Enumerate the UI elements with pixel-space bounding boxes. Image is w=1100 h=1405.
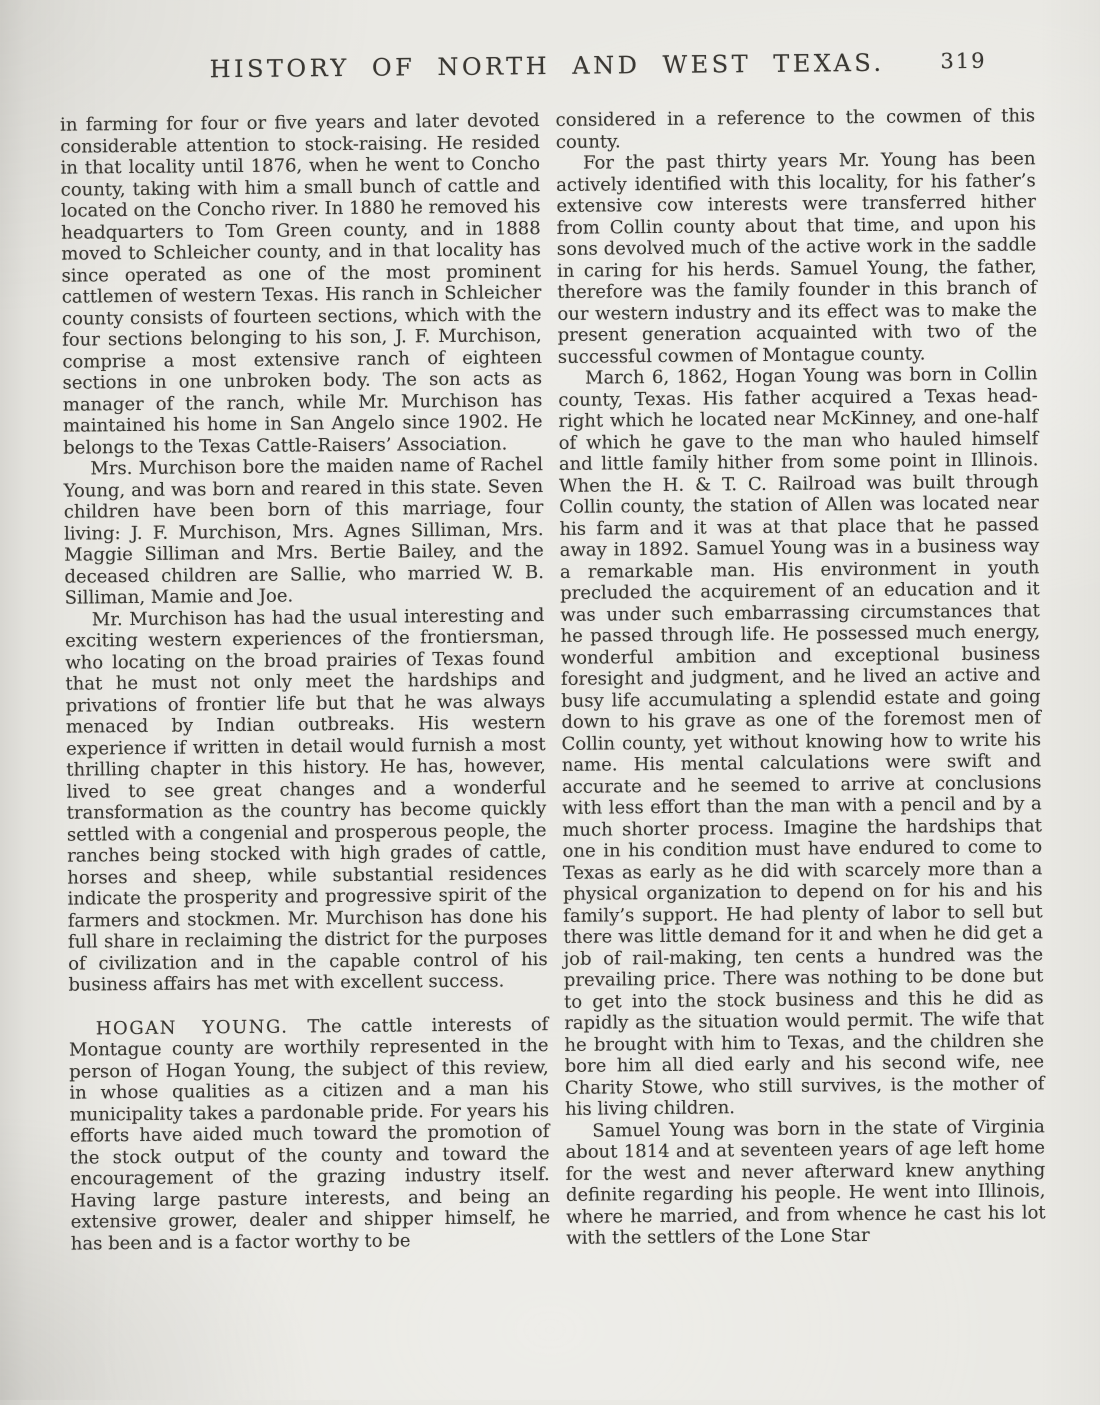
page-content-area — [59, 0, 1046, 1255]
running-title: HISTORY OF NORTH AND WEST TEXAS. — [59, 47, 1034, 84]
page-header — [59, 47, 1034, 90]
left-paragraph-family: Mrs. Murchison bore the maiden name of Rachel Young, and was born and reared in this state. Seven children have been born of this marriage, four living: J. F. Murchison, Mrs. Agnes Silliman, Mrs. Maggie Silliman and Mrs. Bertie Bailey, and the deceased children are Sallie, who married W. B. Silliman, Mamie and Joe. — [63, 454, 544, 609]
page-number: 319 — [940, 49, 986, 73]
left-column — [60, 110, 550, 1255]
two-column-text-block — [60, 105, 1046, 1254]
entry-heading-hogan-young: HOGAN YOUNG. — [96, 1016, 289, 1039]
left-paragraph-frontier: Mr. Murchison has had the usual interesting and exciting western experiences of the frontiersman, who locating on the broad prairies of Texas found that he must not only meet the hardships and privations of frontier life but that he was always menaced by Indian outbreaks. His western experience if written in detail would furnish a most thrilling chapter in this history. He has, however, lived to see great changes and a wonderful transformation as the country has become quickly settled with a congenial and prosperous people, the ranches being stocked with high grades of cattle, horses and sheep, while substantial residences indicate the prosperity and progressive spirit of the farmers and stockmen. Mr. Murchison has done his full share in reclaiming the district for the purposes of civilization and in the capable control of his business affairs has met with excellent success. — [65, 605, 548, 997]
left-paragraph-continuation: in farming for four or five years and later devoted considerable attention to stock-raising. He resided in that locality until 1876, when he went to Concho county, taking with him a small bunch of cattle and located on the Concho river. In 1880 he removed his headquarters to Tom Green county, and in 1888 moved to Schleicher county, and in that locality has since operated as one of the most prominent cattlemen of western Texas. His ranch in Schleicher county consists of fourteen sections, which with the four sections belonging to his son, J. F. Murchison, comprise a most extensive ranch of eighteen sections in one unbroken body. The son acts as manager of the ranch, while Mr. Murchison has maintained his home in San Angelo since 1902. He belongs to the Texas Cattle-Raisers’ Association. — [60, 110, 543, 459]
left-paragraph-hogan-young-entry — [69, 1014, 551, 1255]
right-paragraph-samuel-young-origin: Samuel Young was born in the state of Virginia about 1814 and at seventeen years of age left home for the west and never afterward knew anything definite regarding his people. He went into Illinois, where he married, and from whence he cast his lot with the settlers of the Lone Star — [565, 1116, 1046, 1250]
right-paragraph-birth-and-father: March 6, 1862, Hogan Young was born in Collin county, Texas. His father acquired a Texas head-right which he located near McKinney, and one-half of which he gave to the man who hauled himself and little family hither from some point in Illinois. When the H. & T. C. Railroad was built through Collin county, the station of Allen was located near his farm and it was at that place that he passed away in 1892. Samuel Young was in a business way a remarkable man. His environment in youth precluded the acquirement of an education and it was under such embarrassing circumstances that he passed through life. He possessed much energy, wonderful ambition and exceptional business foresight and judgment, and he lived an active and busy life accumulating a splendid estate and going down to his grave as one of the foremost men of Collin county, yet without knowing how to write his name. His mental calculations were swift and accurate and he seemed to arrive at conclusions with less effort than the man with a pencil and by a much shorter process. Imagine the hardships that one in his condition must have endured to come to Texas as early as he did with scarcely more than a physical organization to depend on for his and his family’s support. He had plenty of labor to sell but there was little demand for it and when he did get a job of rail-making, ten cents a hundred was the prevailing price. There was nothing to be done but to get into the stock business and this he did as rapidly as the situation would permit. The wife that he brought with him to Texas, and the children she bore him all died early and his second wife, nee Charity Stowe, who still survives, is the mother of his living children. — [558, 363, 1045, 1120]
right-paragraph-thirty-years: For the past thirty years Mr. Young has been actively identified with this locality, for his father’s extensive cow interests were transferred hither from Collin county about that time, and upon his sons devolved much of the active work in the saddle in caring for his herds. Samuel Young, the father, therefore was the family founder in this branch of our western industry and its effect was to make the present generation acquainted with two of the successful cowmen of Montague county. — [556, 148, 1038, 368]
right-column — [556, 105, 1046, 1250]
right-paragraph-continuation: considered in a reference to the cowmen of this county. — [556, 105, 1036, 153]
entry-body-text: The cattle interests of Montague county are worthily represented in the person of Hogan Young, the subject of this review, in whose qualities as a citizen and a man his municipality takes a pardonable pride. For years his efforts have aided much toward the promotion of the stock output of the county and toward the encouragement of the grazing industry itself. Having large pasture interests, and being an extensive grower, dealer and shipper himself, he has been and is a factor worthy to be — [69, 1014, 550, 1255]
